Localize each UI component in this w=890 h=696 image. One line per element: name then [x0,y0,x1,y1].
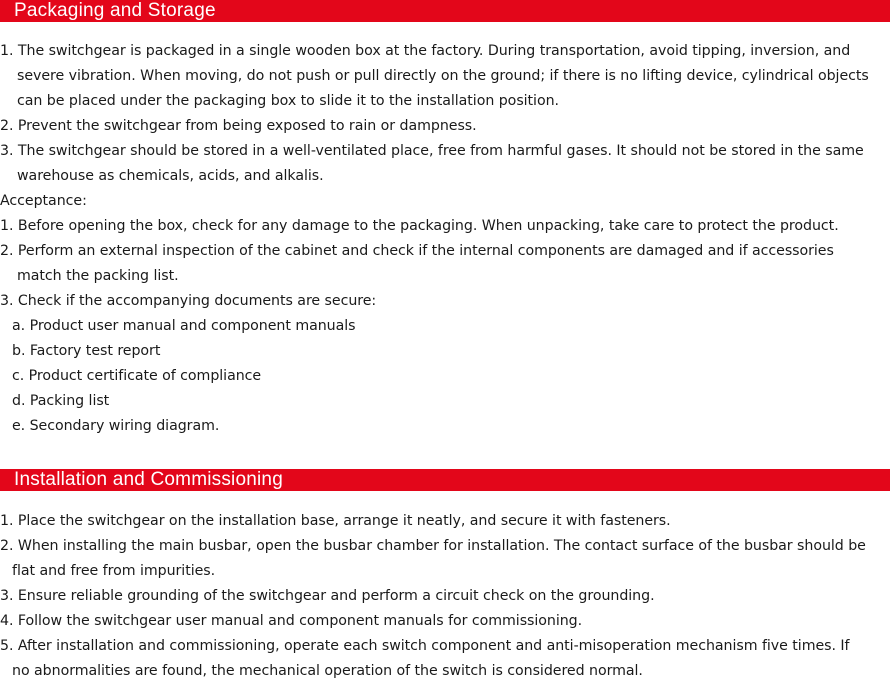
list-item: 2. Prevent the switchgear from being exposed to rain or dampness. [0,118,477,134]
list-item: 3. Check if the accompanying documents are secure: [0,293,377,309]
list-item: 2. Perform an external inspection of the cabinet and check if the internal components are damaged and if accessories [0,243,834,259]
section-title-packaging: Packaging and Storage [14,0,216,21]
subheading-acceptance: Acceptance: [0,193,87,209]
list-item-continuation: severe vibration. When moving, do not push or pull directly on the ground; if there is no lifting device, cylindrical objects [17,68,869,84]
sub-list-item: c. Product certificate of compliance [12,368,262,384]
list-item: 4. Follow the switchgear user manual and component manuals for commissioning. [0,613,583,629]
list-item: 5. After installation and commissioning, operate each switch component and anti-misoperation mechanism five times. If [0,638,850,654]
list-item: 3. The switchgear should be stored in a well-ventilated place, free from harmful gases. It should not be stored in the same [0,143,864,159]
sub-list-item: a. Product user manual and component manuals [12,318,356,334]
list-item-continuation: flat and free from impurities. [12,563,216,579]
sub-list-item: d. Packing list [12,393,110,409]
section-header-installation [0,469,890,491]
list-item: 1. Place the switchgear on the installation base, arrange it neatly, and secure it with fasteners. [0,513,671,529]
sub-list-item: b. Factory test report [12,343,161,359]
section-header-packaging [0,0,890,22]
list-item: 1. The switchgear is packaged in a single wooden box at the factory. During transportation, avoid tipping, inversion, and [0,43,851,59]
list-item: 1. Before opening the box, check for any damage to the packaging. When unpacking, take care to protect the product. [0,218,839,234]
list-item: 3. Ensure reliable grounding of the switchgear and perform a circuit check on the grounding. [0,588,655,604]
list-item-continuation: warehouse as chemicals, acids, and alkalis. [17,168,324,184]
list-item-continuation: match the packing list. [17,268,179,284]
list-item-continuation: no abnormalities are found, the mechanical operation of the switch is considered normal. [12,663,643,679]
sub-list-item: e. Secondary wiring diagram. [12,418,220,434]
section-title-installation: Installation and Commissioning [14,469,283,490]
list-item-continuation: can be placed under the packaging box to slide it to the installation position. [17,93,559,109]
list-item: 2. When installing the main busbar, open the busbar chamber for installation. The contact surface of the busbar should be [0,538,866,554]
